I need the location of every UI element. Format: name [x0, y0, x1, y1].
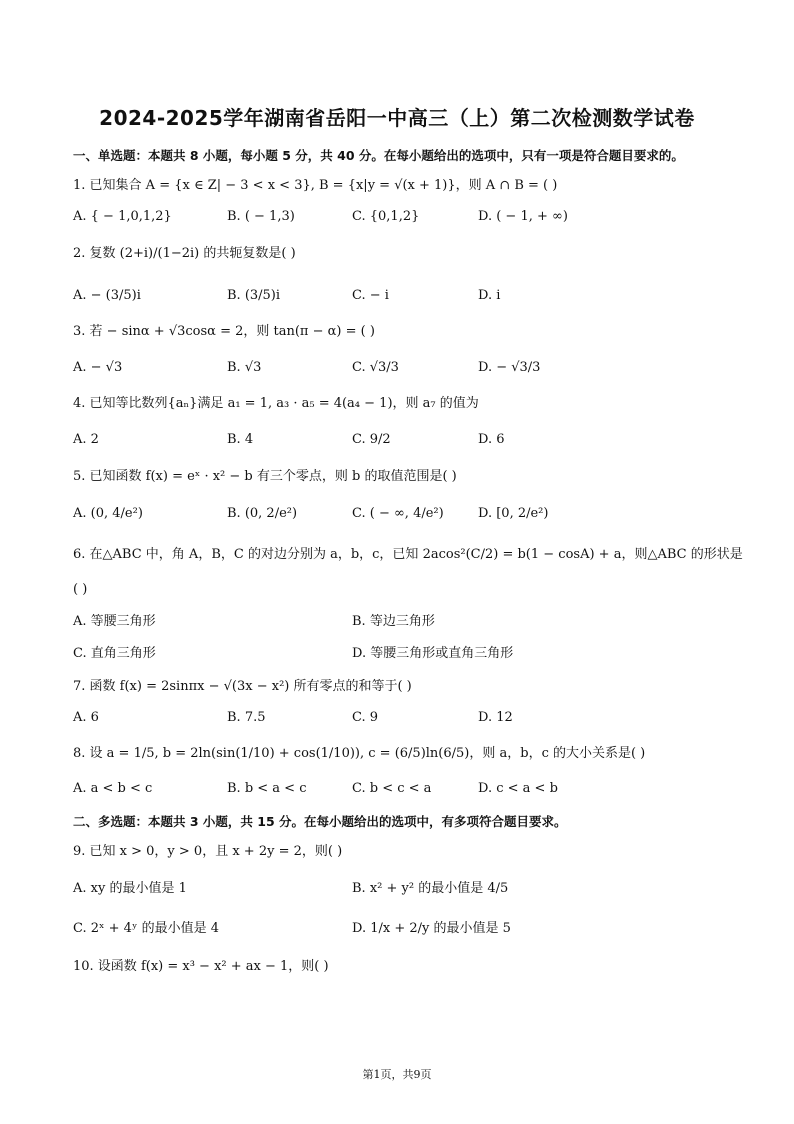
question-6-option-b: B. 等边三角形	[352, 614, 435, 629]
question-3-option-d: D. − √3/3	[478, 360, 541, 375]
question-6-option-a: A. 等腰三角形	[73, 614, 156, 629]
question-5-option-d: D. [0, 2/e²)	[478, 506, 549, 521]
question-7-stem: 7. 函数 f(x) = 2sinπx − √(3x − x²) 所有零点的和等于( )	[73, 679, 412, 694]
section-heading-single-choice: 一、单选题：本题共 8 小题，每小题 5 分，共 40 分。在每小题给出的选项中，只有一项是符合题目要求的。	[73, 148, 684, 163]
question-3-stem: 3. 若 − sinα + √3cosα = 2，则 tan(π − α) = ( )	[73, 324, 375, 339]
question-8-option-c: C. b < c < a	[352, 781, 432, 796]
question-2-option-a: A. − (3/5)i	[73, 288, 141, 303]
question-3-option-c: C. √3/3	[352, 360, 399, 375]
exam-title: 2024-2025学年湖南省岳阳一中高三（上）第二次检测数学试卷	[99, 106, 695, 130]
question-2-option-b: B. (3/5)i	[227, 288, 281, 303]
question-1-option-b: B. ( − 1,3)	[227, 209, 295, 224]
question-1-option-c: C. {0,1,2}	[352, 209, 420, 224]
question-7-option-d: D. 12	[478, 710, 513, 725]
question-7-option-c: C. 9	[352, 710, 379, 725]
question-8-option-d: D. c < a < b	[478, 781, 558, 796]
question-9-option-a: A. xy 的最小值是 1	[73, 881, 187, 896]
question-8-option-a: A. a < b < c	[73, 781, 153, 796]
question-4-option-d: D. 6	[478, 432, 505, 447]
question-4-option-a: A. 2	[73, 432, 99, 447]
question-1-option-d: D. ( − 1, + ∞)	[478, 209, 568, 224]
question-4-option-b: B. 4	[227, 432, 254, 447]
page-footer: 第1页，共9页	[362, 1068, 432, 1081]
question-9-option-b: B. x² + y² 的最小值是 4/5	[352, 881, 509, 896]
question-6-option-d: D. 等腰三角形或直角三角形	[352, 646, 514, 661]
question-7-option-b: B. 7.5	[227, 710, 266, 725]
question-5-option-a: A. (0, 4/e²)	[73, 506, 143, 521]
question-1-stem: 1. 已知集合 A = {x ∈ Z| − 3 < x < 3}, B = {x|y = √(x + 1)}，则 A ∩ B = ( )	[73, 178, 558, 193]
question-8-option-b: B. b < a < c	[227, 781, 307, 796]
question-4-stem: 4. 已知等比数列{aₙ}满足 a₁ = 1, a₃ · a₅ = 4(a₄ − 1)，则 a₇ 的值为	[73, 396, 479, 411]
question-3-option-a: A. − √3	[73, 360, 123, 375]
question-8-stem: 8. 设 a = 1/5, b = 2ln(sin(1/10) + cos(1/10)), c = (6/5)ln(6/5)，则 a，b，c 的大小关系是( )	[73, 746, 646, 761]
question-2-stem: 2. 复数 (2+i)/(1−2i) 的共轭复数是( )	[73, 246, 296, 261]
section-heading-multiple-choice: 二、多选题：本题共 3 小题，共 15 分。在每小题给出的选项中，有多项符合题目要求。	[73, 814, 567, 829]
question-2-option-d: D. i	[478, 288, 501, 303]
question-2-option-c: C. − i	[352, 288, 389, 303]
question-9-option-c: C. 2ˣ + 4ʸ 的最小值是 4	[73, 921, 219, 936]
question-5-stem: 5. 已知函数 f(x) = eˣ · x² − b 有三个零点，则 b 的取值范围是( )	[73, 469, 457, 484]
question-4-option-c: C. 9/2	[352, 432, 391, 447]
question-6-stem: 6. 在△ABC 中，角 A，B，C 的对边分别为 a，b，c，已知 2acos²(C/2) = b(1 − cosA) + a，则△ABC 的形状是	[73, 547, 743, 562]
question-9-option-d: D. 1/x + 2/y 的最小值是 5	[352, 921, 511, 936]
question-6-option-c: C. 直角三角形	[73, 646, 156, 661]
question-5-option-b: B. (0, 2/e²)	[227, 506, 298, 521]
question-9-stem: 9. 已知 x > 0，y > 0，且 x + 2y = 2，则( )	[73, 844, 343, 859]
question-5-option-c: C. ( − ∞, 4/e²)	[352, 506, 444, 521]
question-7-option-a: A. 6	[73, 710, 99, 725]
question-10-stem: 10. 设函数 f(x) = x³ − x² + ax − 1，则( )	[73, 959, 329, 974]
question-6-stem-continued: ( )	[73, 582, 88, 597]
question-1-option-a: A. { − 1,0,1,2}	[73, 209, 172, 224]
question-3-option-b: B. √3	[227, 360, 262, 375]
